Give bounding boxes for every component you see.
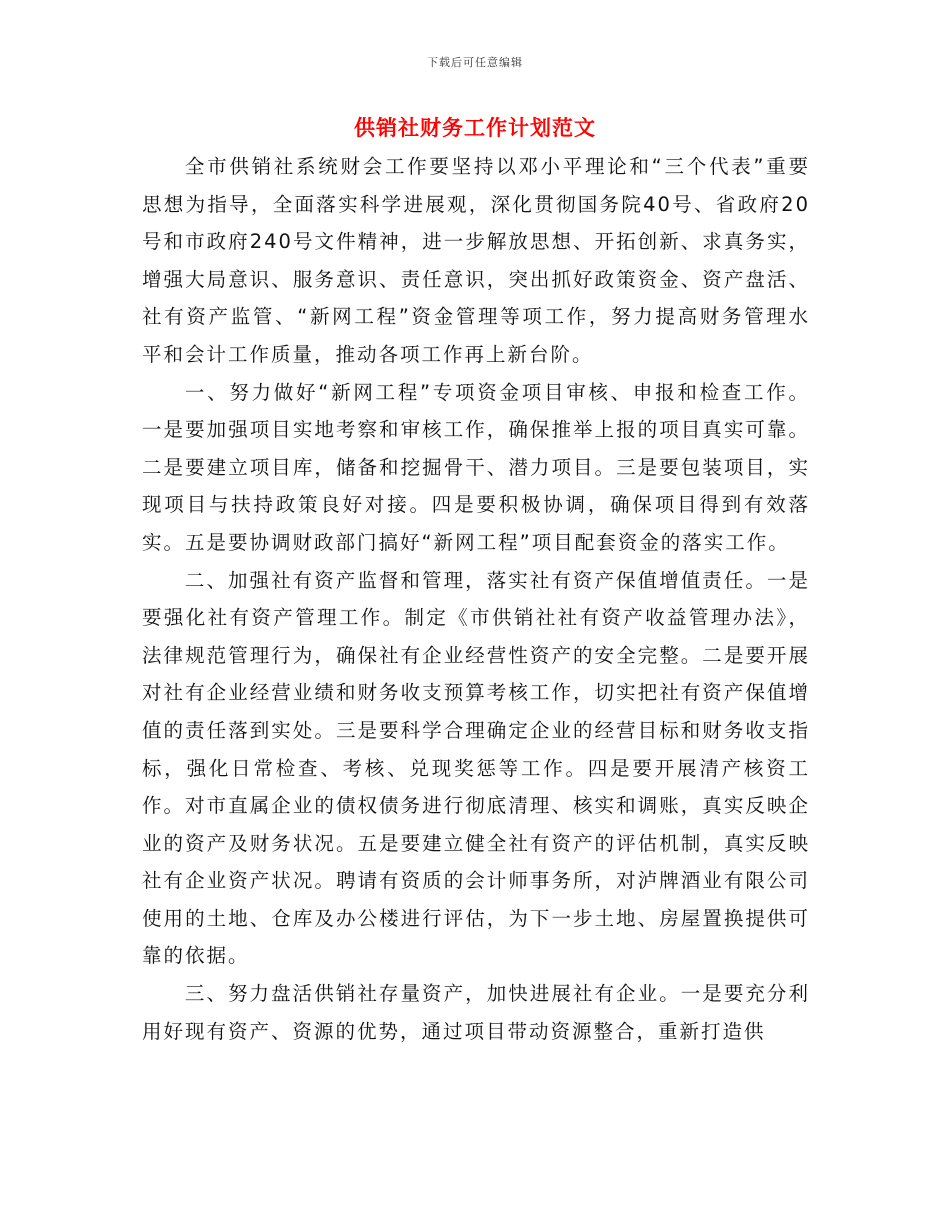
header-note: 下载后可任意编辑 [427,56,523,69]
document-body [142,148,810,1050]
paragraph-section-1: 一、努力做好“新网工程”专项资金项目审核、申报和检查工作。一是要加强项目实地考察和审核工作，确保推举上报的项目真实可靠。二是要建立项目库，储备和挖掘骨干、潜力项目。三是要包装项目，实现项目与扶持政策良好对接。四是要积极协调，确保项目得到有效落实。五是要协调财政部门搞好“新网工程”项目配套资金的落实工作。 [142,380,810,554]
paragraph-section-2: 二、加强社有资产监督和管理，落实社有资产保值增值责任。一是要强化社有资产管理工作。制定《市供销社社有资产收益管理办法》，法律规范管理行为，确保社有企业经营性资产的安全完整。二是要开展对社有企业经营业绩和财务收支预算考核工作，切实把社有资产保值增值的责任落到实处。三是要科学合理确定企业的经营目标和财务收支指标，强化日常检查、考核、兑现奖惩等工作。四是要开展清产核资工作。对市直属企业的债权债务进行彻底清理、核实和调账，真实反映企业的资产及财务状况。五是要建立健全社有资产的评估机制，真实反映社有企业资产状况。聘请有资质的会计师事务所，对泸牌酒业有限公司使用的土地、仓库及办公楼进行评估，为下一步土地、房屋置换提供可靠的依据。 [142,568,810,968]
paragraph-intro: 全市供销社系统财会工作要坚持以邓小平理论和“三个代表”重要思想为指导，全面落实科学进展观，深化贯彻国务院40号、省政府20号和市政府240号文件精神，进一步解放思想、开拓创新、求真务实，增强大局意识、服务意识、责任意识，突出抓好政策资金、资产盘活、社有资产监管、“新网工程”资金管理等项工作，努力提高财务管理水平和会计工作质量，推动各项工作再上新台阶。 [142,155,810,366]
paragraph-section-3: 三、努力盘活供销社存量资产，加快进展社有企业。一是要充分利用好现有资产、资源的优势，通过项目带动资源整合，重新打造供 [142,982,810,1043]
document-title: 供销社财务工作计划范文 [354,116,596,140]
